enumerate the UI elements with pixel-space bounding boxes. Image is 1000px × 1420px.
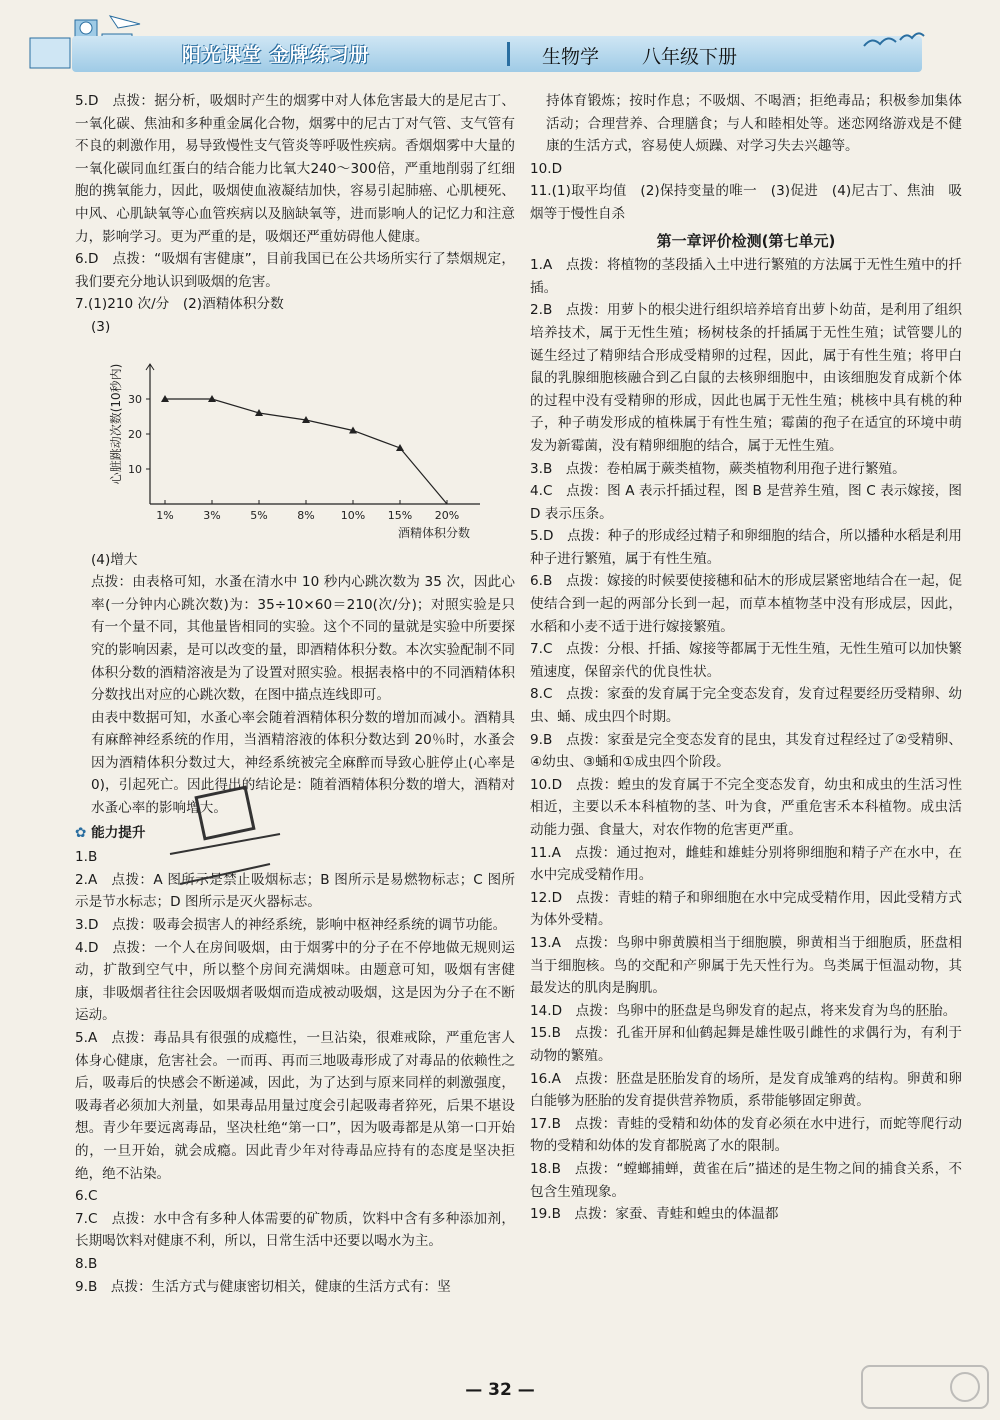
series-title: 阳光课堂 金牌练习册	[182, 44, 370, 66]
answer-item: 点拨：由表格可知，水蚤在清水中 10 秒内心跳次数为 35 次，因此心率(一分钟内心跳次数)为：35÷10×60＝210(次/分)；对照实验是只有一个量不同，其他量皆相同的实验。这个不同的量就是实验中所要探究的影响因素，是可以改变的量，即酒精体积分数。本次实验配制不同体积分数的酒精溶液是为了设置对照实验。根据表格中的不同酒精体积分数找出对应的心跳次数，在图中描点连线即可。	[91, 574, 515, 704]
answer-item: 持体育锻炼；按时作息；不吸烟、不喝酒；拒绝毒品；积极参加集体活动；合理营养、合理膳食；与人和睦相处等。迷恋网络游戏是不健康的生活方式，容易使人烦躁、对学习失去兴趣等。	[546, 93, 962, 155]
y-tick-label: 20	[128, 427, 142, 441]
answer-item: 7.C 点拨：水中含有多种人体需要的矿物质，饮料中含有多种添加剂，长期喝饮料对健康不利，所以，日常生活中还要以喝水为主。	[75, 1210, 515, 1250]
star-icon: ✿	[75, 824, 87, 841]
answer-item: 6.D 点拨：“吸烟有害健康”，目前我国已在公共场所实行了禁烟规定，我们要充分地认识到吸烟的危害。	[75, 251, 515, 290]
answer-item: 4.D 点拨：一个人在房间吸烟，由于烟雾中的分子在不停地做无规则运动，扩散到空气中，所以整个房间充满烟味。由题意可知，吸烟有害健康，非吸烟者往往会因吸烟者吸烟而造成被动吸烟，这是因为分子在不断运动。	[75, 939, 515, 1024]
answer-item: 10.D	[530, 160, 563, 177]
answer-item: 13.A 点拨：鸟卵中卵黄膜相当于细胞膜，卵黄相当于细胞质，胚盘相当于细胞核。鸟的交配和产卵属于先天性行为。鸟类属于恒温动物，其最发达的肌肉是胸肌。	[530, 934, 962, 997]
left-answers-bottom	[75, 846, 515, 1298]
answer-item: 11.A 点拨：通过抱对，雌蛙和雄蛙分别将卵细胞和精子产在水中，在水中完成受精作用。	[530, 844, 962, 884]
answer-item: 17.B 点拨：青蛙的受精和幼体的发育必须在水中进行，而蛇等爬行动物的受精和幼体的发育都脱离了水的限制。	[530, 1115, 962, 1155]
answer-item: 1.A 点拨：将植物的茎段插入土中进行繁殖的方法属于无性生殖中的扦插。	[530, 257, 962, 296]
answer-item: 4.C 点拨：图 A 表示扦插过程，图 B 是营养生殖，图 C 表示嫁接，图 D 表示压条。	[530, 483, 962, 522]
y-tick-label: 10	[128, 462, 142, 476]
answer-item: 5.D 点拨：种子的形成经过精子和卵细胞的结合，所以播种水稻是利用种子进行繁殖，属于有性生殖。	[530, 528, 962, 567]
right-answers-top	[530, 90, 962, 226]
answer-item: 14.D 点拨：鸟卵中的胚盘是鸟卵发育的起点，将来发育为鸟的胚胎。	[530, 1002, 957, 1019]
answer-item: 9.B 点拨：家蚕是完全变态发育的昆虫，其发育过程经过了②受精卵、④幼虫、③蛹和①成虫四个阶段。	[530, 731, 962, 771]
answer-item: 3.D 点拨：吸毒会损害人的神经系统，影响中枢神经系统的调节功能。	[75, 917, 507, 934]
answer-item: 5.A 点拨：毒品具有很强的成瘾性，一旦沾染，很难戒除，严重危害人体身心健康，危害社会。一而再、再而三地吸毒形成了对毒品的依赖性之后，吸毒后的快感会不断递减，因此，为了达到与原来同样的刺激强度，吸毒者必须加大剂量，如果毒品用量过度会引起吸毒者猝死，后果不堪设想。青少年要远离毒品，坚决杜绝“第一口”，因为吸毒都是从第一口开始的，一旦开始，就会成瘾。因此青少年对待毒品应持有的态度是坚决拒绝，绝不沾染。	[75, 1030, 515, 1182]
answer-item: 7.(1)210 次/分 (2)酒精体积分数	[75, 296, 284, 313]
left-column	[75, 90, 515, 1298]
left-answers-after-chart	[75, 549, 515, 820]
answer-item: 3.B 点拨：卷柏属于蕨类植物，蕨类植物利用孢子进行繁殖。	[530, 460, 906, 477]
subject-title: 生物学	[542, 46, 600, 68]
answer-item: 10.D 点拨：蝗虫的发育属于不完全变态发育，幼虫和成虫的生活习性相近，主要以禾本科植物的茎、叶为食，严重危害禾本科植物。成虫活动能力强、食量大，对农作物的危害更严重。	[530, 776, 962, 838]
x-tick-label: 10%	[340, 508, 366, 522]
answer-item: 15.B 点拨：孔雀开屏和仙鹤起舞是雄性吸引雌性的求偶行为，有利于动物的繁殖。	[530, 1025, 962, 1064]
answer-item: 2.B 点拨：用萝卜的根尖进行组织培养培育出萝卜幼苗，是利用了组织培养技术，属于无性生殖；杨树枝条的扦插属于无性生殖；试管婴儿的诞生经过了精卵结合形成受精卵的过程，因此，属于有性生殖；将甲白鼠的乳腺细胞核融合到乙白鼠的去核卵细胞中，由该细胞发育成新个体的过程中没有受精卵的形成，因此也属于无性生殖；桃核中具有桃的种子，种子萌发形成的植株属于有性生殖；霉菌的孢子在适宜的环境中萌发为新霉菌，没有精卵细胞的结合，属于无性生殖。	[530, 302, 962, 454]
header-banner	[72, 36, 922, 72]
x-tick-label: 5%	[250, 508, 268, 522]
ability-title-text: 能力提升	[91, 824, 146, 841]
chart-caption: (3)	[91, 318, 111, 335]
answer-item: (4)增大	[91, 551, 138, 568]
grade-title: 八年级下册	[642, 46, 738, 68]
answer-item: 5.D 点拨：据分析，吸烟时产生的烟雾中对人体危害最大的是尼古丁、一氧化碳、焦油和多种重金属化合物，烟雾中的尼古丁对气管、支气管有不良的刺激作用，易导致慢性支气管炎等呼吸性疾病。香烟烟雾中大量的一氧化碳同血红蛋白的结合能力比氧大240～300倍，严重地削弱了红细胞的携氧能力，因此，吸烟使血液凝结加快，容易引起肺癌、心肌梗死、中风、心肌缺氧等心血管疾病以及脑缺氧等，进而影响人的记忆力和注意力，影响学习。更为严重的是，吸烟还严重妨碍他人健康。	[75, 93, 515, 245]
x-tick-label: 3%	[203, 508, 221, 522]
section-title: 第一章评价检测(第七单元)	[656, 231, 836, 250]
right-column	[530, 90, 962, 1226]
answer-item: 由表中数据可知，水蚤心率会随着酒精体积分数的增加而减小。酒精具有麻醉神经系统的作用，当酒精溶液的体积分数达到 20％时，水蚤会因为酒精体积分数过大，神经系统被完全麻醉而导致心脏停止(心率是 0)，引起死亡。因此得出的结论是：随着酒精体积分数的增大，酒精对水蚤心率的影响增大。	[91, 709, 515, 817]
y-axis-label: 心脏跳动次数(10秒内)	[109, 363, 123, 484]
series-line	[165, 399, 447, 504]
birds-icon	[860, 28, 930, 58]
site-watermark-icon	[860, 1362, 990, 1412]
x-tick-label: 20%	[434, 508, 460, 522]
answer-item: 6.B 点拨：嫁接的时候要使接穗和砧木的形成层紧密地结合在一起，促使结合到一起的两部分长到一起，而草本植物茎中没有形成层，因此，水稻和小麦不适于进行嫁接繁殖。	[530, 573, 962, 635]
answer-item: 11.(1)取平均值 (2)保持变量的唯一 (3)促进 (4)尼古丁、焦油 吸烟等于慢性自杀	[530, 183, 962, 222]
banner-divider	[507, 42, 510, 66]
page-header	[0, 0, 1000, 80]
x-tick-label: 8%	[297, 508, 315, 522]
answer-item: 2.A 点拨：A 图所示是禁止吸烟标志；B 图所示是易燃物标志；C 图所示是节水标志；D 图所示是灭火器标志。	[75, 871, 515, 911]
answer-item: 7.C 点拨：分根、扦插、嫁接等都属于无性生殖，无性生殖可以加快繁殖速度，保留亲代的优良性状。	[530, 641, 962, 680]
answer-item: 6.C	[75, 1188, 98, 1205]
x-axis-label: 酒精体积分数	[397, 525, 470, 540]
page-number: — 32 —	[465, 1380, 535, 1400]
y-tick-label: 30	[128, 392, 142, 406]
x-tick-label: 1%	[156, 508, 174, 522]
x-tick-label: 15%	[387, 508, 413, 522]
left-answers-top	[75, 90, 515, 316]
stamp-watermark	[160, 784, 300, 904]
answer-item: 19.B 点拨：家蚕、青蛙和蝗虫的体温都	[530, 1206, 779, 1223]
answer-item: 8.B	[75, 1255, 98, 1272]
answer-item: 16.A 点拨：胚盘是胚胎发育的场所，是发育成雏鸡的结构。卵黄和卵白能够为胚胎的发育提供营养物质，系带能够固定卵黄。	[530, 1070, 962, 1110]
answer-item: 12.D 点拨：青蛙的精子和卵细胞在水中完成受精作用，因此受精方式为体外受精。	[530, 889, 962, 929]
answer-item: 18.B 点拨：“螳螂捕蝉，黄雀在后”描述的是生物之间的捕食关系，不包含生殖现象。	[530, 1160, 962, 1200]
answer-item: 8.C 点拨：家蚕的发育属于完全变态发育，发育过程要经历受精卵、幼虫、蛹、成虫四个时期。	[530, 686, 962, 726]
answer-item: 9.B 点拨：生活方式与健康密切相关，健康的生活方式有：坚	[75, 1278, 451, 1295]
answer-item: 1.B	[75, 849, 98, 866]
line-chart	[75, 339, 515, 549]
right-answers	[530, 254, 962, 1226]
heart-rate-chart	[75, 339, 515, 549]
